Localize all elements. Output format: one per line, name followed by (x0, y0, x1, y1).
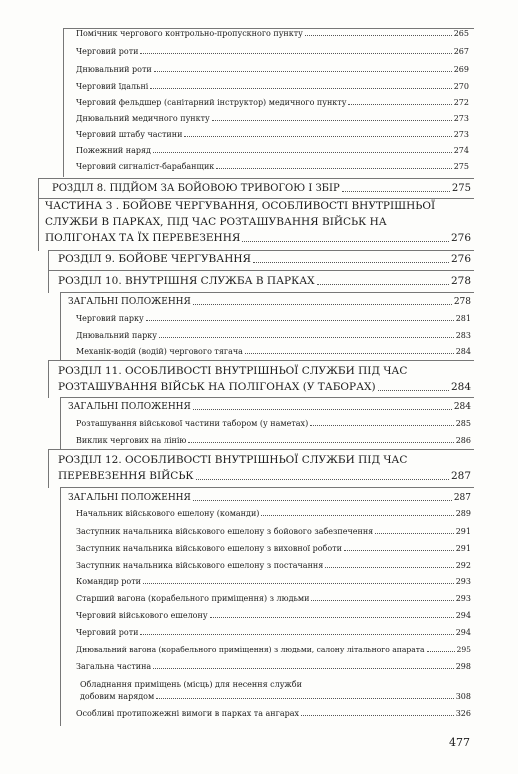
table-border (48, 449, 474, 488)
toc-entry-title: Черговий їдальні (76, 82, 149, 91)
toc-entry-page: 298 (455, 662, 471, 671)
toc-entry-title: Черговий військового ешелону (76, 611, 208, 620)
toc-entry-page: 291 (455, 544, 471, 553)
toc-entry-page: 284 (455, 347, 471, 356)
toc-entry-title: Помічник чергового контрольно-пропускного пункту (76, 29, 303, 38)
toc-entry-line-1: Обладнання приміщень (місць) для несення служби (80, 680, 302, 689)
toc-entry-page: 292 (455, 561, 471, 570)
toc-entry-page: 293 (455, 594, 471, 603)
toc-entry-page: 284 (453, 402, 471, 412)
table-border (38, 198, 474, 251)
toc-entry-page: 269 (453, 65, 469, 74)
toc-entry-page: 275 (451, 183, 471, 194)
toc-entry-title: ПЕРЕВЕЗЕННЯ ВІЙСЬК (58, 470, 194, 482)
toc-entry-title: Днювальний роти (76, 65, 152, 74)
toc-entry-page: 291 (455, 527, 471, 536)
toc-entry-page: 274 (453, 146, 469, 155)
table-border (48, 250, 474, 271)
toc-entry-page: 308 (455, 692, 471, 701)
toc-entry-page: 283 (455, 331, 471, 340)
toc-section-12-line-1: РОЗДІЛ 12. ОСОБЛИВОСТІ ВНУТРІШНЬОЇ СЛУЖБИ ПІД ЧАС (58, 454, 408, 466)
toc-entry-page: 273 (453, 130, 469, 139)
toc-entry-title: Заступник начальника військового ешелону з бойового забезпечення (76, 527, 374, 536)
toc-entry-title: Командир роти (76, 577, 141, 586)
toc-entry-page: 294 (455, 611, 471, 620)
table-border (38, 178, 474, 199)
toc-entry-title: Черговий парку (76, 314, 144, 323)
page-number: 477 (449, 736, 470, 749)
toc-entry-page: 276 (450, 232, 471, 244)
table-border (48, 360, 474, 398)
toc-entry-title: Механік-водій (водій) чергового тягача (76, 347, 243, 356)
toc-entry-title: Черговий штабу частини (76, 130, 183, 139)
toc-entry-page: 289 (455, 509, 471, 518)
toc-entry-title: Виклик чергових на лінію (76, 436, 187, 445)
toc-entry-page: 278 (450, 275, 471, 287)
toc-part-3-line-2: СЛУЖБИ В ПАРКАХ, ПІД ЧАС РОЗТАШУВАННЯ ВІЙСЬК НА (45, 216, 387, 228)
table-border (60, 292, 474, 361)
toc-entry-title: Пожежний наряд (76, 146, 151, 155)
toc-entry-title: Днювальний вагона (корабельного приміщення) з людьми, салону літального апарата (76, 645, 425, 654)
toc-entry-title: Черговий фельдшер (санітарний інструктор) медичного пункту (76, 98, 347, 107)
toc-entry-title: РОЗТАШУВАННЯ ВІЙСЬК НА ПОЛІГОНАХ (У ТАБОРАХ) (58, 381, 376, 393)
toc-entry-title: Загальна частина (76, 662, 152, 671)
toc-entry-title: Розташування військової частини табором (у наметах) (76, 419, 309, 428)
toc-entry-page: 265 (453, 29, 469, 38)
toc-entry-title: ЗАГАЛЬНІ ПОЛОЖЕННЯ (68, 402, 191, 412)
toc-entry-page: 294 (455, 628, 471, 637)
toc-entry-title: РОЗДІЛ 10. ВНУТРІШНЯ СЛУЖБА В ПАРКАХ (58, 275, 315, 287)
toc-entry-page: 285 (455, 419, 471, 428)
toc-entry-title: Особливі протипожежні вимоги в парках та ангарах (76, 709, 299, 718)
toc-entry-title: добовим нарядом (80, 692, 155, 701)
toc-entry-page: 270 (453, 82, 469, 91)
table-border (60, 397, 474, 450)
toc-entry-page: 284 (450, 381, 471, 393)
toc-entry-title: Начальник військового ешелону (команди) (76, 509, 260, 518)
toc-entry-title: Старший вагона (корабельного приміщення) з людьми (76, 594, 310, 603)
toc-entry-page: 287 (450, 470, 471, 482)
toc-entry-page: 295 (456, 645, 471, 654)
toc-entry-page: 281 (455, 314, 471, 323)
table-border (48, 270, 474, 293)
toc-part-3-line-1: ЧАСТИНА 3 . БОЙОВЕ ЧЕРГУВАННЯ, ОСОБЛИВОСТІ ВНУТРІШНЬОЇ (45, 200, 436, 212)
toc-entry-page: 267 (453, 47, 469, 56)
toc-entry-title: ПОЛІГОНАХ ТА ЇХ ПЕРЕВЕЗЕННЯ (45, 232, 241, 244)
toc-entry-title: ЗАГАЛЬНІ ПОЛОЖЕННЯ (68, 297, 191, 307)
toc-entry-title: РОЗДІЛ 9. БОЙОВЕ ЧЕРГУВАННЯ (58, 253, 252, 265)
toc-entry-title: РОЗДІЛ 8. ПІДЙОМ ЗА БОЙОВОЮ ТРИВОГОЮ І ЗБІР (52, 183, 340, 194)
table-border (60, 487, 474, 726)
toc-entry-page: 287 (453, 493, 471, 503)
toc-entry-page: 286 (455, 436, 471, 445)
toc-entry-title: Черговий сигналіст-барабанщик (76, 162, 215, 171)
toc-entry-title: Заступник начальника військового ешелону з виховної роботи (76, 544, 342, 553)
toc-entry-page: 275 (453, 162, 469, 171)
toc-entry-title: Черговий роти (76, 47, 139, 56)
toc-entry-title: ЗАГАЛЬНІ ПОЛОЖЕННЯ (68, 493, 191, 503)
toc-entry-title: Днювальний медичного пункту (76, 114, 210, 123)
toc-entry-title: Днювальний парку (76, 331, 157, 340)
toc-entry-title: Черговий роти (76, 628, 139, 637)
toc-section-11-line-1: РОЗДІЛ 11. ОСОБЛИВОСТІ ВНУТРІШНЬОЇ СЛУЖБИ ПІД ЧАС (58, 365, 408, 377)
toc-entry-page: 276 (450, 253, 471, 265)
toc-entry-title: Заступник начальника військового ешелону з постачання (76, 561, 324, 570)
table-border (63, 28, 474, 177)
toc-entry-page: 273 (453, 114, 469, 123)
toc-entry-page: 293 (455, 577, 471, 586)
toc-entry-page: 278 (453, 297, 471, 307)
toc-entry-page: 326 (455, 709, 471, 718)
toc-entry-page: 272 (453, 98, 469, 107)
